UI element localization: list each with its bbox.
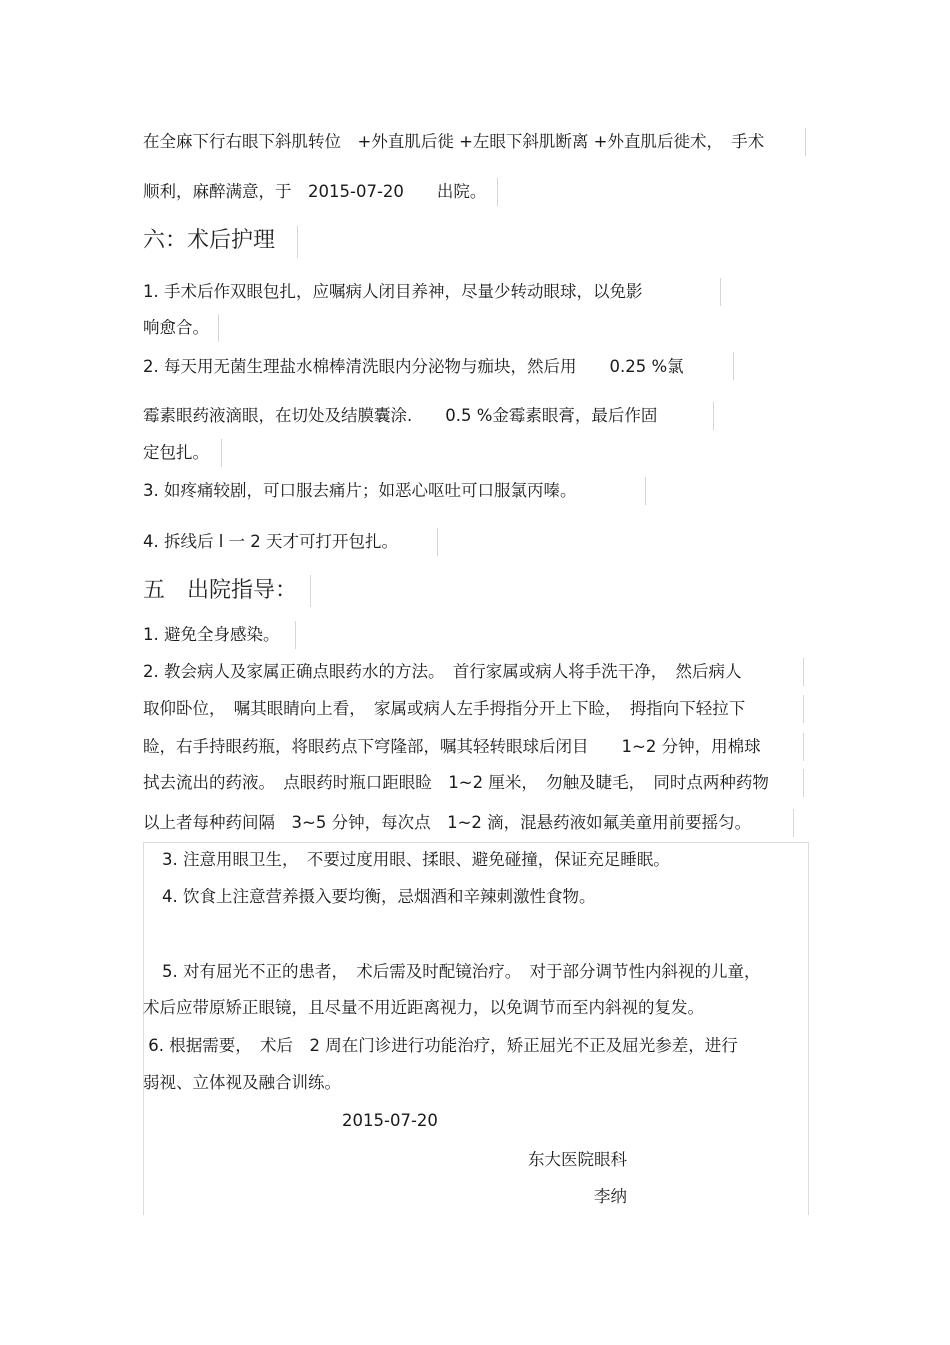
divider — [713, 402, 714, 430]
divider — [295, 621, 296, 649]
divider — [218, 314, 219, 342]
divider — [497, 178, 498, 206]
text-line: 2. 每天用无菌生理盐水棉棒清洗眼内分泌物与痂块，然后用 0.25 %氯 — [143, 357, 684, 376]
divider — [805, 128, 806, 156]
divider — [645, 477, 646, 505]
text-line: 定包扎。 — [143, 443, 209, 462]
text-line: 拭去流出的药液。 点眼药时瓶口距眼睑 1~2 厘米， 勿触及睫毛， 同时点两种药物 — [143, 773, 769, 792]
text-line: 取仰卧位， 嘱其眼睛向上看， 家属或病人左手拇指分开上下睑， 拇指向下轻拉下 — [143, 699, 746, 718]
text-line: 4. 拆线后 l 一 2 天才可打开包扎。 — [143, 532, 399, 551]
text-line: 在全麻下行右眼下斜肌转位 +外直肌后徙 +左眼下斜肌断离 +外直肌后徙术， 手术 — [143, 132, 765, 151]
section-heading: 六：术后护理 — [143, 228, 276, 253]
text-line: 术后应带原矫正眼镜，且尽量不用近距离视力，以免调节而至内斜视的复发。 — [143, 998, 704, 1017]
divider — [793, 809, 794, 837]
divider — [437, 528, 438, 556]
text-line: 3. 如疼痛较剧，可口服去痛片；如恶心呕吐可口服氯丙嗪。 — [143, 481, 577, 500]
section-heading: 五 出院指导： — [143, 578, 298, 603]
divider — [297, 226, 298, 258]
text-line: 响愈合。 — [143, 318, 209, 337]
text-line: 弱视、立体视及融合训练。 — [143, 1073, 341, 1092]
text-line: 睑，右手持眼药瓶，将眼药点下穹隆部，嘱其轻转眼球后闭目 1~2 分钟，用棉球 — [143, 737, 761, 756]
divider — [310, 575, 311, 607]
divider — [803, 733, 804, 761]
divider — [720, 278, 721, 306]
date: 2015-07-20 — [342, 1111, 438, 1130]
text-line: 霉素眼药液滴眼，在切处及结膜囊涂. 0.5 %金霉素眼膏，最后作固 — [143, 406, 658, 425]
divider — [803, 695, 804, 723]
text-line: 2. 教会病人及家属正确点眼药水的方法。 首行家属或病人将手洗干净， 然后病人 — [143, 662, 742, 681]
text-line: 以上者每种药间隔 3~5 分钟，每次点 1~2 滴，混悬药液如氟美童用前要摇匀。 — [143, 813, 752, 832]
text-line: 1. 手术后作双眼包扎，应嘱病人闭目养神，尽量少转动眼球，以免影 — [143, 282, 643, 301]
text-line: 1. 避免全身感染。 — [143, 625, 280, 644]
text-line: 4. 饮食上注意营养摄入要均衡，忌烟酒和辛辣刺激性食物。 — [162, 887, 596, 906]
author-name: 李纳 — [594, 1187, 627, 1206]
divider — [221, 439, 222, 467]
department: 东大医院眼科 — [528, 1150, 627, 1169]
text-line: 顺利，麻醉满意，于 2015-07-20 出院。 — [143, 182, 487, 201]
divider — [733, 352, 734, 380]
text-line: 6. 根据需要， 术后 2 周在门诊进行功能治疗，矫正屈光不正及屈光参差，进行 — [143, 1036, 738, 1055]
divider — [803, 769, 804, 797]
divider — [803, 658, 804, 686]
text-line: 5. 对有屈光不正的患者， 术后需及时配镜治疗。 对于部分调节性内斜视的儿童， — [162, 962, 761, 981]
text-line: 3. 注意用眼卫生， 不要过度用眼、揉眼、避免碰撞，保证充足睡眠。 — [162, 850, 670, 869]
